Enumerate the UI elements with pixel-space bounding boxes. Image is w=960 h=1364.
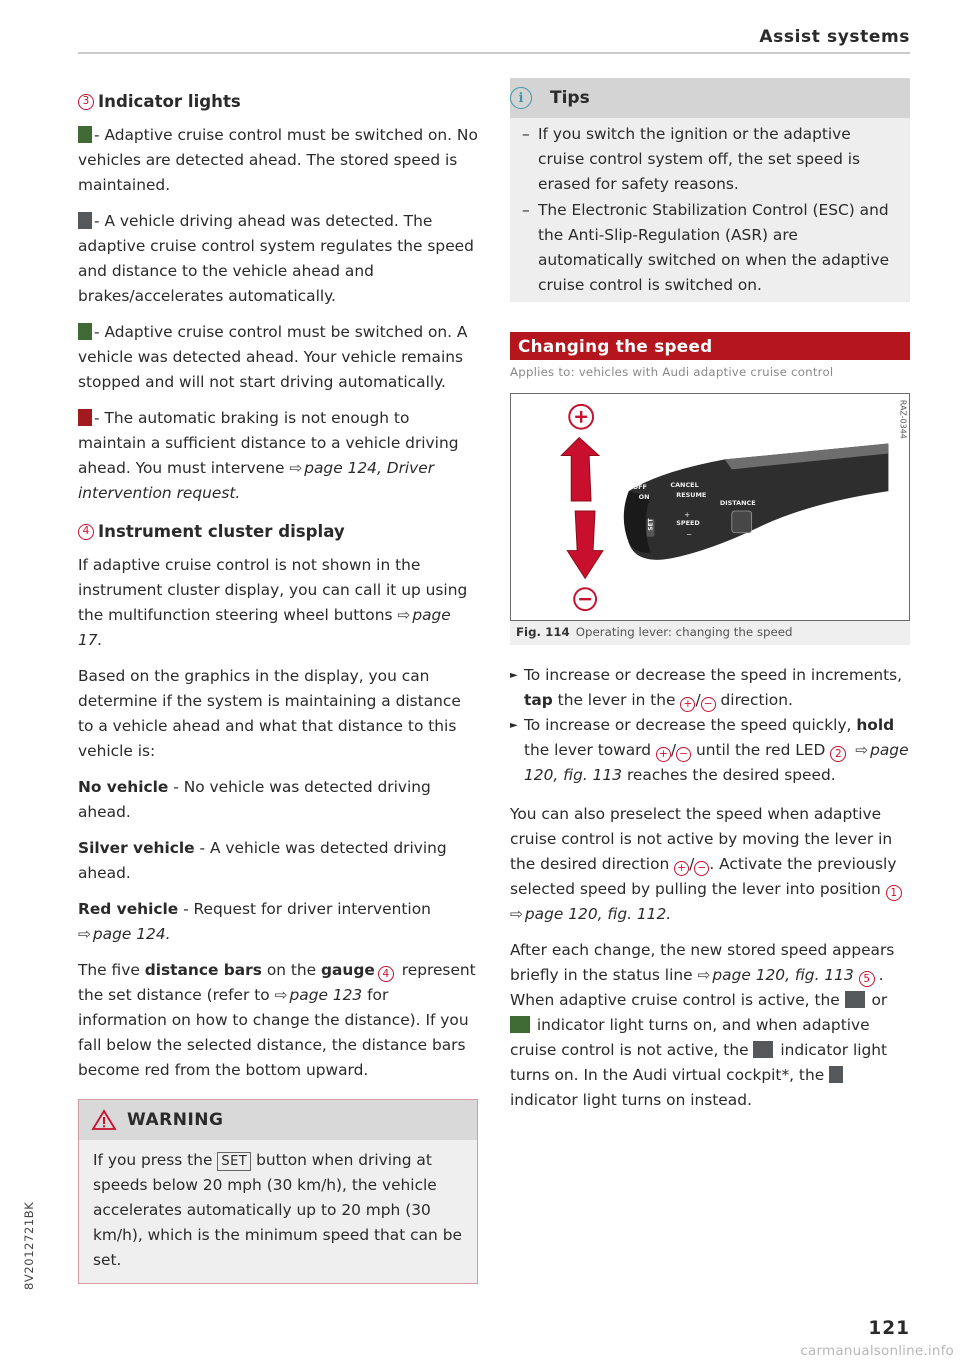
figure-code: RAZ-0344 bbox=[898, 399, 908, 439]
info-icon: i bbox=[510, 87, 532, 109]
paragraph: You can also preselect the speed when adaptive cruise control is not active by moving the lever in the desired direction + / − . Activate the previously selected speed by pulling the lever into position 1 ⇨ page 120, fig. 112. bbox=[510, 802, 910, 927]
warning-triangle-icon bbox=[91, 1109, 117, 1131]
applies-to-note: Applies to: vehicles with Audi adaptive cruise control bbox=[510, 365, 834, 379]
page-link[interactable]: ⇨ page 120, fig. 112. bbox=[510, 905, 672, 923]
red-indicator-icon bbox=[78, 409, 92, 426]
cancel-label: CANCEL bbox=[670, 481, 699, 490]
minus-symbol-icon: − bbox=[701, 697, 716, 712]
down-arrow-icon bbox=[567, 511, 603, 578]
callout-number: 4 bbox=[378, 966, 394, 982]
callout-number: 2 bbox=[830, 746, 846, 762]
operating-lever-figure bbox=[510, 393, 910, 621]
plus-symbol-icon: + bbox=[674, 861, 689, 876]
up-arrow-icon bbox=[561, 438, 599, 501]
green-stop-indicator-icon bbox=[78, 323, 92, 340]
page-link[interactable]: ⇨ page 120, fig. 113 bbox=[524, 741, 909, 784]
warning-header bbox=[79, 1100, 477, 1140]
page-number: 121 bbox=[868, 1318, 910, 1339]
cruise-inactive-icon bbox=[753, 1041, 773, 1058]
header-rule bbox=[78, 52, 910, 54]
paragraph: Silver vehicle - A vehicle was detected driving ahead. bbox=[78, 839, 447, 882]
page-link[interactable]: ⇨ page 120, fig. 113 bbox=[697, 966, 854, 984]
distance-label: DISTANCE bbox=[719, 499, 756, 508]
paragraph: After each change, the new stored speed appears briefly in the status line ⇨ page 120, fig. 113 5 . When adaptive cruise control is active, the or indicator light turns on, and when adaptive cruise control is not active, the indicator light turns on. In the Audi virtual cockpit*, the indicator light turns on instead. bbox=[510, 941, 895, 1109]
section-title: Assist systems bbox=[759, 27, 910, 47]
gray-indicator-icon bbox=[78, 212, 92, 229]
callout-number: 1 bbox=[886, 885, 902, 901]
right-column bbox=[510, 78, 910, 1124]
indicator-item: - Adaptive cruise control must be switched on. No vehicles are detected ahead. The stored speed is maintained. bbox=[78, 126, 478, 194]
plus-symbol-icon: + bbox=[680, 697, 695, 712]
paragraph: The five distance bars on the gauge 4 represent the set distance (refer to ⇨ page 123 for information on how to change the distance). If you fall below the selected distance, the distance bars become red from the bottom upward. bbox=[78, 961, 476, 1079]
cruise-active-green-icon bbox=[510, 1016, 530, 1033]
watermark: carmanualsonline.info bbox=[800, 1343, 954, 1359]
green-indicator-icon bbox=[78, 126, 92, 143]
callout-number: 4 bbox=[78, 524, 94, 540]
speed-plus-symbol: + bbox=[684, 510, 691, 519]
minus-symbol-icon: − bbox=[676, 747, 691, 762]
changing-speed-heading: Changing the speed bbox=[510, 332, 910, 360]
distance-switch bbox=[732, 511, 752, 533]
cluster-heading bbox=[78, 522, 478, 541]
set-key-label: SET bbox=[217, 1152, 251, 1171]
paragraph: Red vehicle - Request for driver intervention ⇨ page 124. bbox=[78, 900, 431, 943]
page-link[interactable]: ⇨ page 124, Driver intervention request. bbox=[78, 459, 435, 502]
indicator-item: - A vehicle driving ahead was detected. The adaptive cruise control system regulates the speed and distance to the vehicle ahead and brakes/accelerates automatically. bbox=[78, 212, 474, 305]
warning-box bbox=[78, 1099, 478, 1284]
instruction-list bbox=[510, 663, 910, 788]
warning-body bbox=[79, 1140, 477, 1283]
vehicle-indicator-icon bbox=[829, 1066, 843, 1083]
plus-circle-icon bbox=[569, 405, 593, 429]
on-label: ON bbox=[638, 493, 650, 502]
paragraph: If adaptive cruise control is not shown in the instrument cluster display, you can call it up using the multifunction steering wheel buttons ⇨ page 17. bbox=[78, 556, 468, 649]
tips-box bbox=[510, 78, 910, 302]
indicator-item: - Adaptive cruise control must be switched on. A vehicle was detected ahead. Your vehicle remains stopped and will not start driving automatically. bbox=[78, 323, 468, 391]
speed-minus-symbol: − bbox=[686, 530, 693, 539]
tips-header bbox=[510, 78, 910, 118]
tips-body bbox=[510, 118, 910, 302]
page-link[interactable]: ⇨ page 17. bbox=[78, 606, 451, 649]
plus-symbol-icon: + bbox=[656, 747, 671, 762]
tip-item: – The Electronic Stabilization Control (ESC) and the Anti-Slip-Regulation (ASR) are automatically switched on when the adaptive cruise control is switched on. bbox=[522, 201, 890, 294]
warning-title: WARNING bbox=[127, 1110, 224, 1130]
callout-number: 5 bbox=[859, 971, 875, 987]
figure-caption: Fig. 114 Operating lever: changing the speed bbox=[516, 625, 793, 639]
paragraph: Based on the graphics in the display, you can determine if the system is maintaining a distance to a vehicle ahead and what that distance to this vehicle is: bbox=[78, 667, 461, 760]
page-link[interactable]: ⇨ page 124. bbox=[78, 925, 171, 943]
warning-text: If you press the SET button when driving at speeds below 20 mph (30 km/h), the vehicle accelerates automatically up to 20 mph (30 km/h), which is the minimum speed that can be set. bbox=[93, 1151, 462, 1269]
lever-stalk bbox=[624, 444, 889, 560]
minus-circle-icon bbox=[574, 588, 596, 610]
figure-box bbox=[510, 393, 910, 645]
speed-label: SPEED bbox=[676, 518, 700, 527]
heading-text: Indicator lights bbox=[98, 92, 241, 111]
tips-title: Tips bbox=[550, 88, 590, 108]
page-link[interactable]: ⇨ page 123 bbox=[274, 986, 363, 1004]
instruction-item: ► To increase or decrease the speed quickly, hold the lever toward + / − until the red LED 2 ⇨ page 120, fig. 113 reaches the desired speed. bbox=[510, 716, 909, 784]
cruise-active-icon bbox=[845, 991, 865, 1008]
off-label: OFF bbox=[632, 483, 647, 492]
paragraph: No vehicle - No vehicle was detected driving ahead. bbox=[78, 778, 431, 821]
indicator-lights-heading bbox=[78, 92, 478, 111]
resume-label: RESUME bbox=[676, 491, 707, 500]
heading-text: Instrument cluster display bbox=[98, 522, 345, 541]
indicator-item: - The automatic braking is not enough to maintain a sufficient distance to a vehicle driving ahead. You must intervene ⇨ page 124, Driver intervention request. bbox=[78, 409, 459, 502]
document-code: 8V2012721BK bbox=[22, 1201, 36, 1290]
tip-item: – If you switch the ignition or the adaptive cruise control system off, the set speed is erased for safety reasons. bbox=[522, 125, 861, 193]
left-column bbox=[78, 88, 478, 1284]
set-label: SET bbox=[647, 518, 655, 531]
minus-symbol-icon: − bbox=[694, 861, 709, 876]
callout-number: 3 bbox=[78, 94, 94, 110]
instruction-item: ► To increase or decrease the speed in increments, tap the lever in the + / − direction. bbox=[510, 666, 903, 710]
